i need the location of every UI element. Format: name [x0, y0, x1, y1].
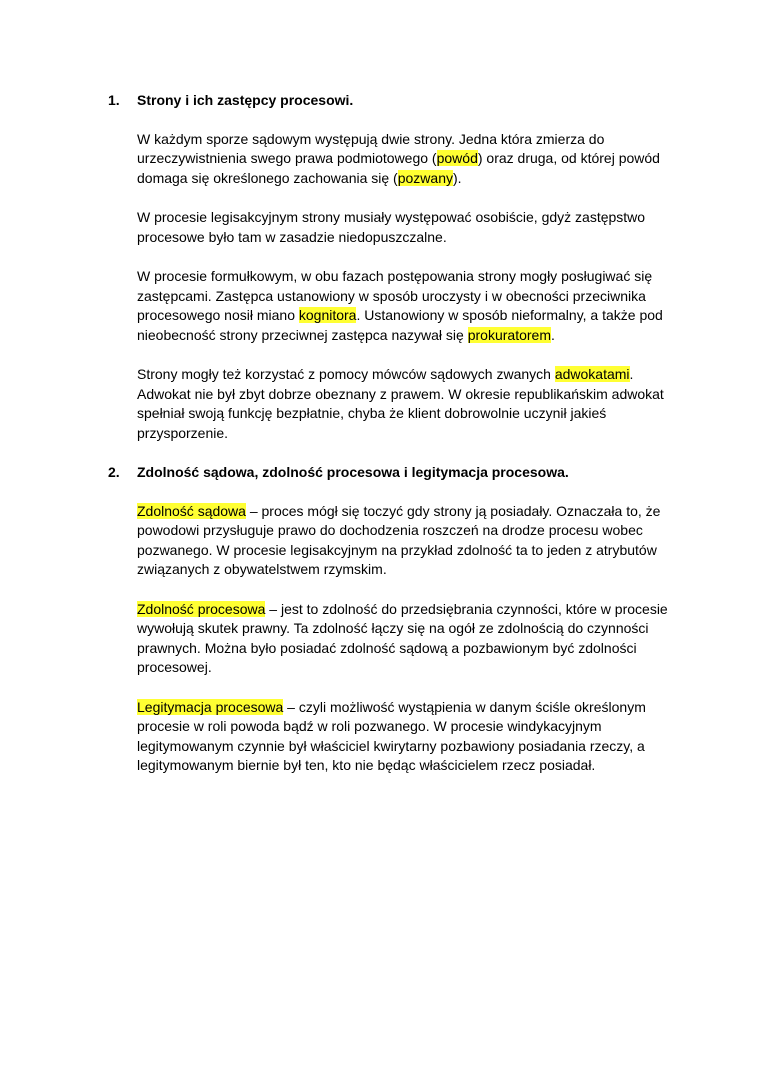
paragraph-text: – jest to zdolność do przedsiębrania czynności, które w procesie wywołują skutek prawny. Ta zdolność łączy się na ogół ze zdolnością do czynności prawnych. Można było posiadać zdolność sądową a pozbawionym być zdolności procesowej.	[137, 600, 668, 675]
highlight-legitymacja-procesowa: Legitymacja procesowa	[137, 698, 284, 715]
paragraph-text: W procesie formułkowym, w obu fazach postępowania strony mogły posługiwać się zastępcami. Zastępca ustanowiony w sposób uroczysty i w obecności przeciwnika procesowego nosił miano	[137, 268, 653, 323]
section-2-heading	[108, 463, 668, 483]
paragraph-text: – proces mógł się toczyć gdy strony ją posiadały. Oznaczała to, że powodowi przysługuje prawo do dochodzenia roszczeń na drodze procesu wobec pozwanego. W procesie legisakcyjnym na przykład zdolność ta to jeden z atrybutów związanych z obywatelstwem rzymskim.	[137, 502, 661, 577]
highlight-prokuratorem: prokuratorem	[467, 326, 551, 343]
highlight-pozwany: pozwany	[397, 169, 453, 186]
section-2-paragraph-2	[137, 600, 668, 678]
highlight-zdolnosc-sadowa: Zdolność sądowa	[137, 502, 246, 519]
highlight-zdolnosc-procesowa: Zdolność procesowa	[137, 600, 266, 617]
highlight-kognitora: kognitora	[298, 307, 357, 323]
paragraph-text: ).	[452, 169, 462, 186]
highlight-powod: powód	[436, 150, 478, 166]
paragraph-text: – czyli możliwość wystąpienia w danym ściśle określonym procesie w roli powoda bądź w roli pozwanego. W procesie windykacyjnym legitymowanym czynnie był właściciel kwirytarny pozbawiony posiadania rzeczy, a legitymowanym biernie był ten, kto nie będąc właścicielem rzecz posiadał.	[137, 698, 646, 773]
section-1-title: Strony i ich zastępcy procesowi.	[137, 92, 354, 108]
section-1-paragraph-2: W procesie legisakcyjnym strony musiały występować osobiście, gdyż zastępstwo procesowe było tam w zasadzie niedopuszczalne.	[137, 209, 646, 245]
highlight-adwokatami: adwokatami	[554, 366, 630, 382]
paragraph-text: Strony mogły też korzystać z pomocy mówców sądowych zwanych	[137, 366, 555, 382]
paragraph-text: . Ustanowiony w sposób nieformalny, a także pod nieobecność strony przeciwnej zastępca nazywał się	[137, 307, 663, 343]
section-1-heading	[108, 91, 668, 111]
document-body	[108, 91, 668, 776]
paragraph-text: ) oraz druga, od której powód domaga się określonego zachowania się (	[137, 150, 660, 186]
paragraph-text: . Adwokat nie był zbyt dobrze obeznany z prawem. W okresie republikańskim adwokat spełniał swoją funkcję bezpłatnie, chyba że klient dobrowolnie uczynił jakieś przysporzenie.	[137, 366, 664, 441]
paragraph-text: W każdym sporze sądowym występują dwie strony. Jedna która zmierza do urzeczywistnienia swego prawa podmiotowego (	[137, 130, 605, 166]
section-2-paragraph-3	[137, 698, 668, 776]
section-2-title: Zdolność sądowa, zdolność procesowa i legitymacja procesowa.	[137, 464, 569, 480]
section-2-paragraph-1	[137, 502, 668, 580]
paragraph-text: .	[551, 326, 555, 343]
section-1-number: 1.	[108, 92, 120, 108]
section-1-paragraph-4	[137, 365, 668, 443]
section-1-paragraph-3	[137, 267, 668, 345]
section-2-number: 2.	[108, 464, 120, 480]
section-1-paragraph-1	[137, 130, 668, 189]
